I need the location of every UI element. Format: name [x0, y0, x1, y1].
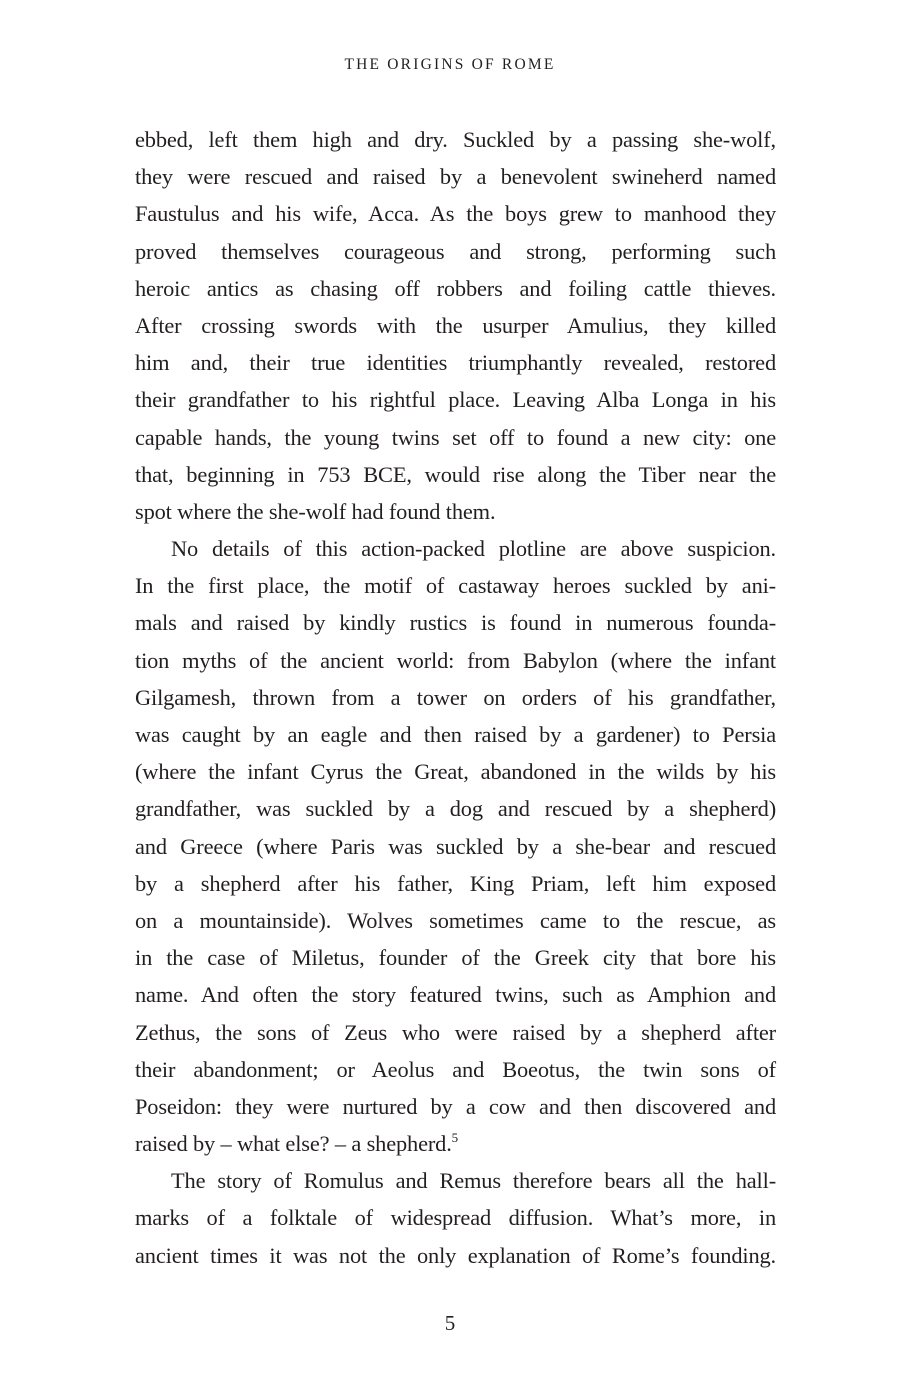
text-line: tion myths of the ancient world: from Babylon (where the infant [135, 647, 776, 673]
paragraph-1 [135, 121, 776, 530]
text-line: proved themselves courageous and strong, performing such [135, 238, 776, 264]
text-line: After crossing swords with the usurper Amulius, they killed [135, 312, 776, 338]
text-line: was caught by an eagle and then raised by a gardener) to Persia [135, 722, 776, 747]
paragraph-3 [135, 1162, 776, 1274]
text-line: by a shepherd after his father, King Priam, left him exposed [135, 870, 776, 896]
paragraph-2 [135, 530, 776, 1162]
text-line: on a mountainside). Wolves sometimes came to the rescue, as [135, 907, 776, 933]
body-text [135, 121, 776, 1274]
text-line: grandfather, was suckled by a dog and rescued by a shepherd) [135, 796, 776, 822]
text-line: and Greece (where Paris was suckled by a she-bear and rescued [135, 833, 776, 859]
text-line: Poseidon: they were nurtured by a cow and then discovered and [135, 1093, 776, 1119]
text-line: Zethus, the sons of Zeus who were raised by a shepherd after [135, 1019, 776, 1045]
text-line: they were rescued and raised by a benevolent swineherd named [135, 164, 776, 190]
text-line-content: raised by – what else? – a shepherd. [135, 1131, 452, 1157]
text-line: ebbed, left them high and dry. Suckled by a passing she-wolf, [135, 127, 776, 152]
text-line: No details of this action-packed plotline are above suspicion. [171, 536, 776, 562]
text-line: The story of Romulus and Remus therefore bears all the hall- [171, 1168, 776, 1194]
text-line: ancient times it was not the only explanation of Rome’s founding. [135, 1242, 776, 1268]
text-line: heroic antics as chasing off robbers and foiling cattle thieves. [135, 275, 776, 301]
text-line: mals and raised by kindly rustics is found in numerous founda- [135, 610, 776, 636]
text-line: name. And often the story featured twins, such as Amphion and [135, 982, 776, 1008]
text-line: Gilgamesh, thrown from a tower on orders of his grandfather, [135, 684, 776, 710]
text-line: capable hands, the young twins set off to found a new city: one [135, 424, 776, 450]
footnote-reference[interactable]: 5 [451, 1130, 459, 1146]
text-line: their abandonment; or Aeolus and Boeotus, the twin sons of [135, 1056, 776, 1082]
text-line: their grandfather to his rightful place. Leaving Alba Longa in his [135, 387, 776, 413]
text-line: spot where the she-wolf had found them. [135, 498, 496, 524]
page-number: 5 [444, 1311, 456, 1335]
text-line: In the first place, the motif of castaway heroes suckled by ani- [135, 573, 776, 599]
text-line: him and, their true identities triumphantly revealed, restored [135, 350, 776, 376]
text-line: marks of a folktale of widespread diffusion. What’s more, in [135, 1205, 776, 1231]
running-head: THE ORIGINS OF ROME [344, 56, 556, 73]
text-line: Faustulus and his wife, Acca. As the boys grew to manhood they [135, 201, 776, 227]
text-line: (where the infant Cyrus the Great, abandoned in the wilds by his [135, 759, 776, 785]
text-line: that, beginning in 753 BCE, would rise along the Tiber near the [135, 461, 776, 487]
text-line-with-footnote [135, 1125, 776, 1162]
text-line: in the case of Miletus, founder of the Greek city that bore his [135, 945, 776, 971]
